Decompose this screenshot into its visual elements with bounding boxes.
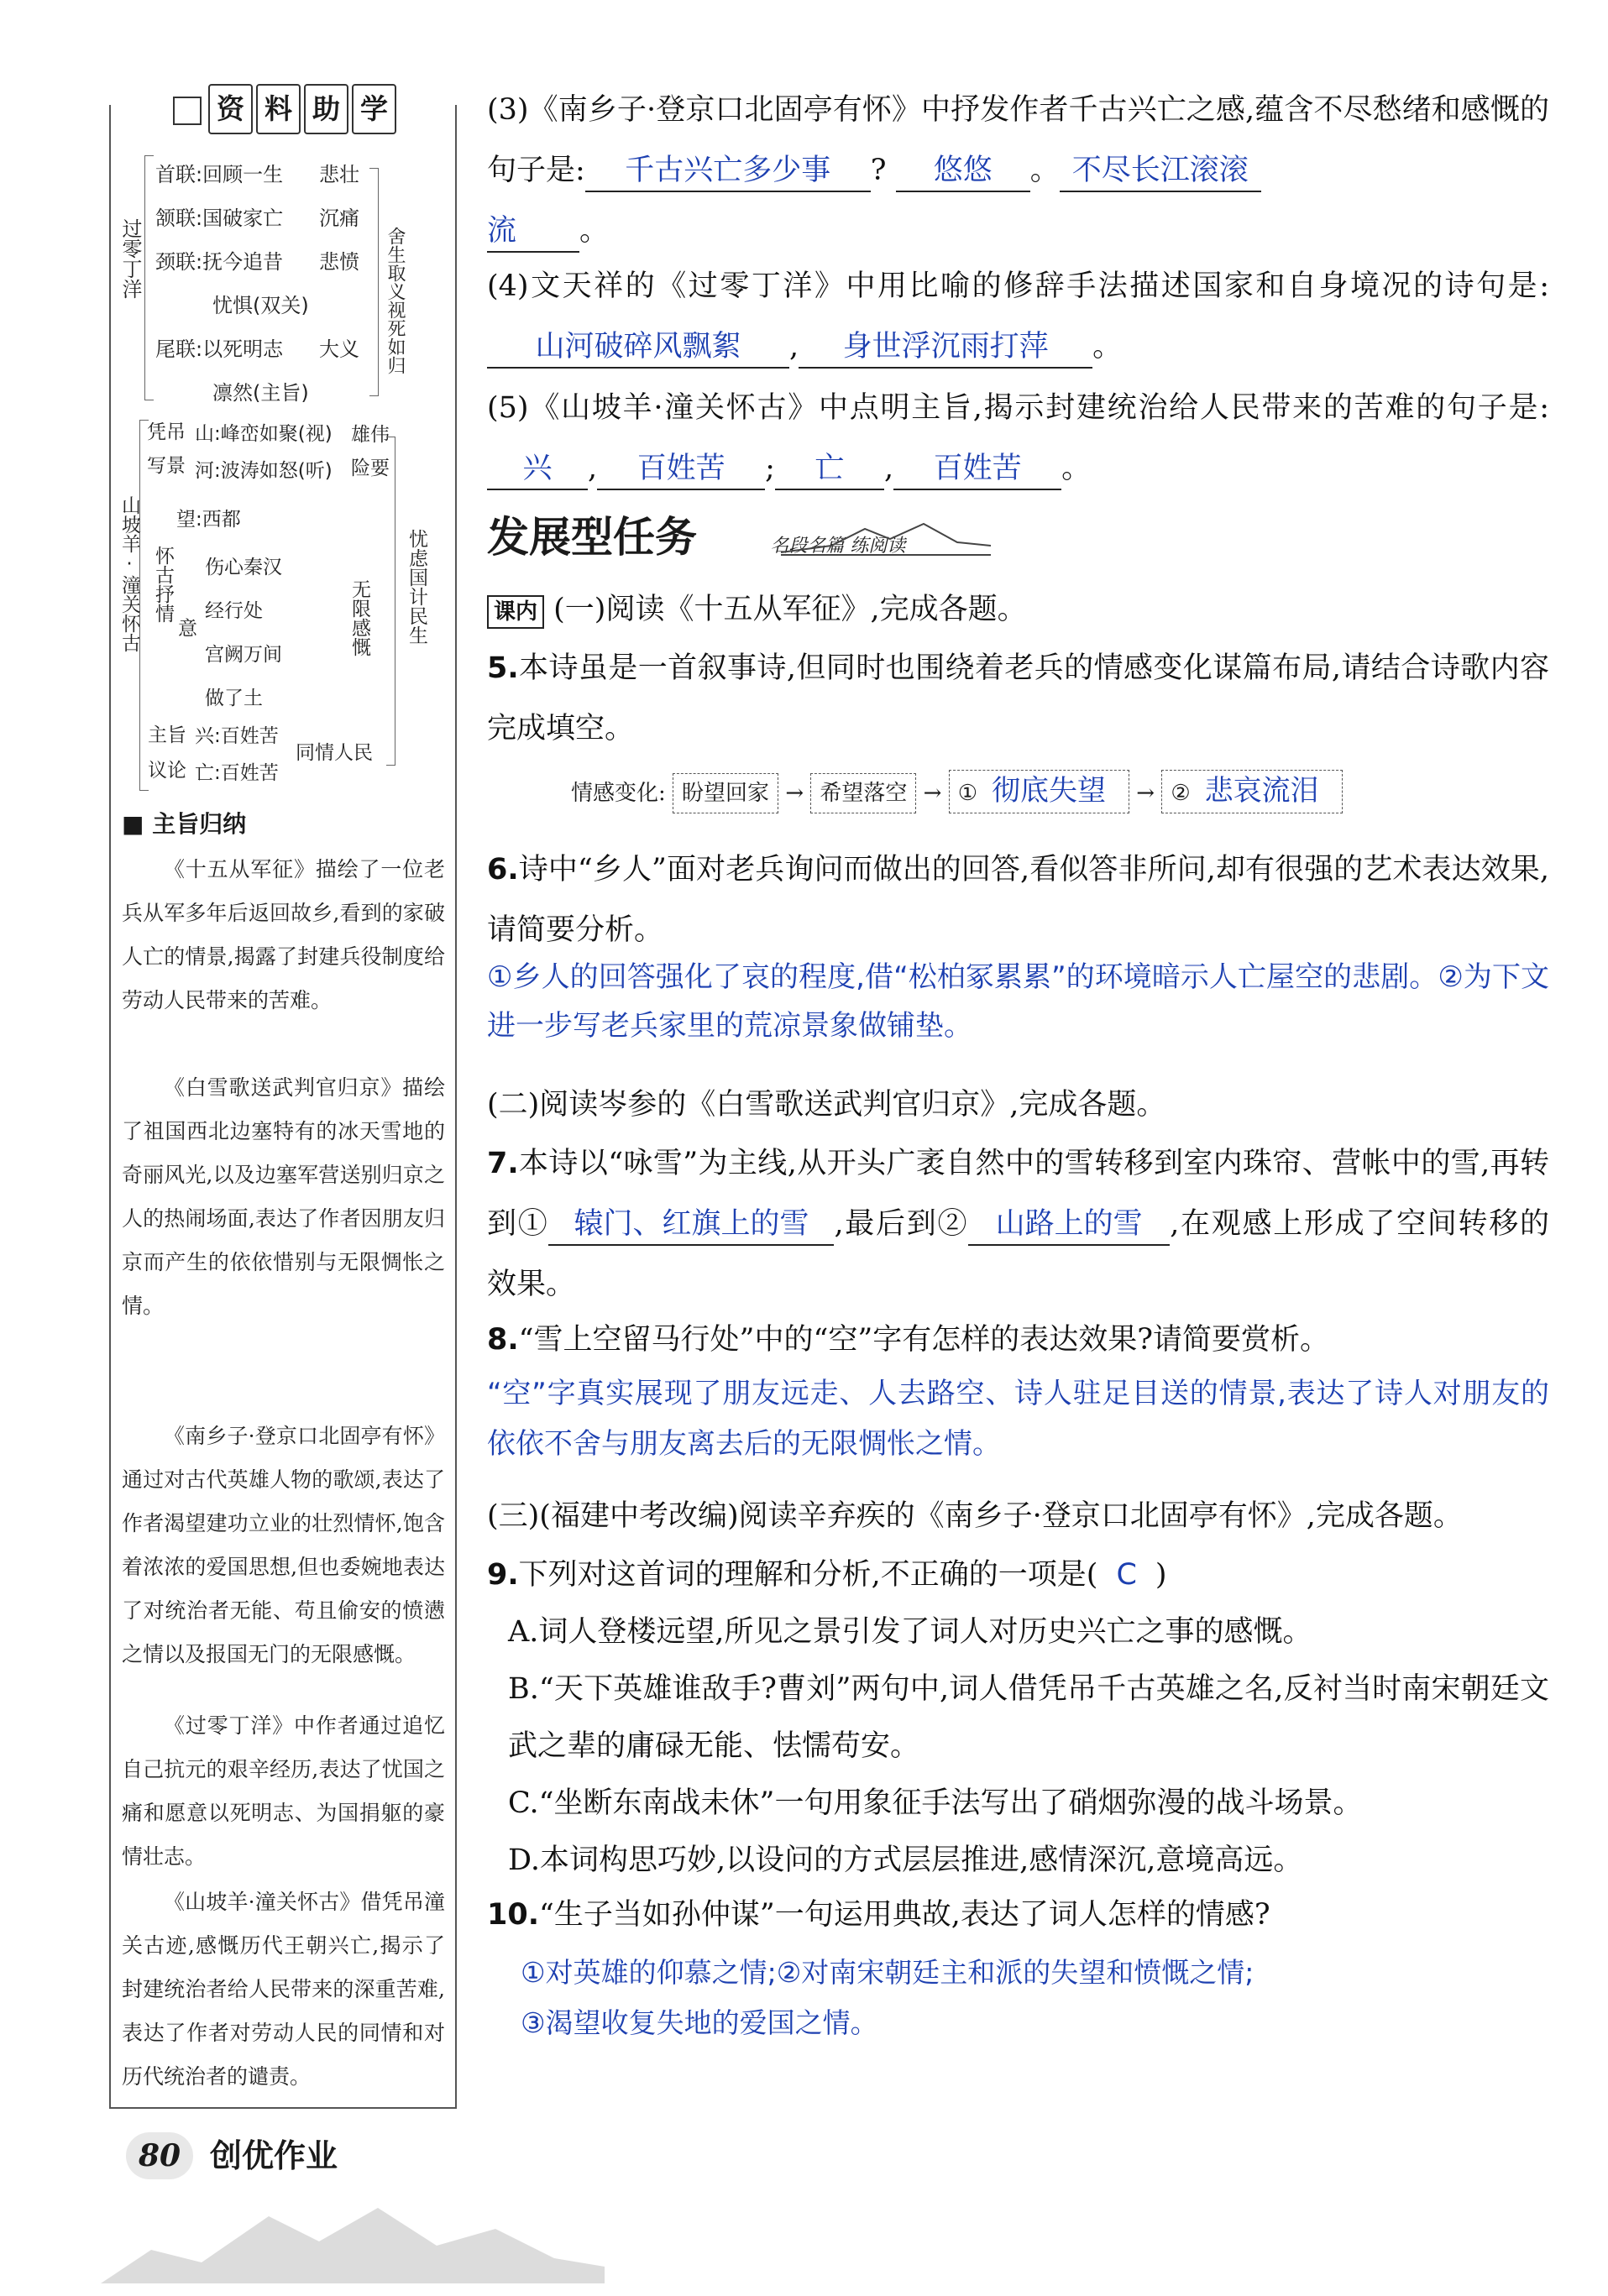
sidebar-title — [126, 84, 445, 131]
poem2-right: 忧虑国计民生 — [406, 529, 427, 645]
scene-label: 凭吊写景 — [147, 421, 186, 477]
couplet-label: 忧惧(双关) — [212, 294, 309, 317]
page-number: 80 — [126, 2132, 193, 2179]
mountain-icon — [781, 520, 991, 556]
summary-paragraph: 《山坡羊·潼关怀古》借凭吊潼关古迹,感慨历代王朝兴亡,揭示了封建统治者给人民带来的深重苦难,表达了作者对劳动人民的同情和对历代统治者的谴责。 — [122, 1890, 445, 2089]
yi-tag: 无限感慨 — [348, 579, 370, 656]
section-title: 发展型任务 — [487, 513, 697, 562]
option-d[interactable]: D.本词构思巧妙,以设问的方式层层推进,感情深沉,意境高远。 — [508, 1844, 1303, 1877]
q6-num: 6. — [487, 853, 519, 886]
scene-items — [195, 416, 333, 489]
q4-sep: , — [789, 330, 799, 363]
q6-answer[interactable]: ①乡人的回答强化了哀的程度,借“松柏冢累累”的环境暗示人亡屋空的悲剧。②为下文进一步写老兵家里的荒凉景象做铺垫。 — [487, 960, 1549, 1043]
emotion-flow — [571, 768, 1343, 819]
course-badge: 课内 — [487, 595, 544, 629]
question-3 — [487, 80, 1549, 261]
q5-text: (5)《山坡羊·潼关怀古》中点明主旨,揭示封建统治给人民带来的苦难的句子是: — [487, 391, 1549, 425]
q9-options — [508, 1603, 1549, 1889]
theme-item: 亡:百姓苦 — [195, 762, 279, 784]
title-char: 学 — [352, 84, 396, 134]
title-char: 资 — [208, 84, 253, 134]
poem1-brace — [144, 155, 154, 400]
q5-answer-1[interactable]: 兴 — [487, 448, 588, 490]
q8-answer[interactable]: “空”字真实展现了朋友远走、人去路空、诗人驻足目送的情景,表达了诗人对朋友的依依不舍与朋友离去后的无限惆怅之情。 — [487, 1377, 1549, 1461]
theme-tag: 同情人民 — [296, 742, 373, 764]
q3-answer-3b[interactable]: 流 — [487, 211, 579, 253]
title-char: 料 — [256, 84, 301, 134]
q3-answer-1[interactable]: 千古兴亡多少事 — [585, 150, 871, 192]
q6-text: 诗中“乡人”面对老兵询问而做出的回答,看似答非所问,却有很强的艺术表达效果,请简要分析。 — [487, 853, 1549, 947]
question-10 — [487, 1885, 1549, 1945]
q5-answer-4[interactable]: 百姓苦 — [893, 448, 1061, 490]
theme-label: 主旨议论 — [148, 724, 186, 782]
option-b[interactable]: B.“天下英雄谁敌手?曹刘”两句中,词人借凭吊千古英雄之名,反衬当时南宋朝廷文武之辈的庸碌无能、怯懦苟安。 — [508, 1672, 1549, 1763]
flow-answer-box-1 — [949, 770, 1129, 813]
q5-end: 。 — [1061, 452, 1092, 485]
q8-text: “雪上空留马行处”中的“空”字有怎样的表达效果?请简要赏析。 — [518, 1323, 1329, 1357]
q10-answer-line: ①对英雄的仰慕之情;②对南宋朝廷主和派的失望和愤慨之情; — [521, 1956, 1254, 1989]
section-subtitle: 名段名篇 练阅读 — [770, 536, 906, 557]
q5-answer-3[interactable]: 亡 — [775, 448, 884, 490]
poem1-right: 舍生取义视死如归 — [385, 227, 406, 374]
q4-answer-2[interactable]: 身世浮沉雨打萍 — [799, 327, 1092, 369]
q3-end: 。 — [579, 214, 610, 248]
flow-answer-box-2 — [1161, 770, 1342, 813]
theme-items — [195, 718, 279, 792]
q9-answer[interactable]: C — [1116, 1558, 1137, 1592]
q9-close: ) — [1155, 1558, 1167, 1592]
arrow-icon: → — [923, 781, 942, 806]
option-a[interactable]: A.词人登楼远望,所见之景引发了词人对历史兴亡之事的感慨。 — [508, 1615, 1312, 1649]
mountain-decoration-icon — [101, 2183, 605, 2283]
poem2-right-brace — [386, 437, 395, 766]
poem1-tags — [319, 153, 359, 371]
q5-answer-2[interactable]: 悲哀流泪 — [1204, 774, 1319, 808]
yi-items — [205, 546, 282, 720]
poem1-name: 过零丁洋 — [118, 218, 142, 299]
q10-num: 10. — [487, 1898, 540, 1932]
theme-item: 兴:百姓苦 — [195, 725, 279, 747]
q3-answer-2[interactable]: 悠悠 — [896, 150, 1030, 192]
q7-text: ,在观感上形成了空间转移的效果。 — [487, 1207, 1549, 1301]
scene-item: 河:波涛如怒(听) — [195, 460, 333, 482]
q7-answer-1[interactable]: 辕门、红旗上的雪 — [548, 1204, 834, 1246]
part-1-text: (一)阅读《十五从军征》,完成各题。 — [553, 593, 1027, 626]
couplet-label: 颈联:抚今追昔 — [155, 250, 284, 274]
couplet-label: 尾联:以死明志 — [155, 337, 284, 361]
question-5 — [487, 638, 1549, 759]
flow-step: 希望落空 — [810, 773, 916, 813]
q5-text: 本诗虽是一首叙事诗,但同时也围绕着老兵的情感变化谋篇布局,请结合诗歌内容完成填空。 — [487, 651, 1549, 745]
wang-label: 望:西都 — [176, 509, 241, 531]
couplet-tag: 大义 — [319, 337, 359, 361]
q4-end: 。 — [1092, 330, 1123, 363]
part-3-heading: (三)(福建中考改编)阅读辛弃疾的《南乡子·登京口北固亭有怀》,完成各题。 — [487, 1499, 1463, 1533]
reflect-label: 怀古抒情 — [152, 546, 174, 623]
q3-sep: ? — [870, 154, 887, 187]
question-9 — [487, 1545, 1549, 1605]
q3-answer-3[interactable]: 不尽长江滚滚 — [1060, 150, 1261, 192]
poem1-right-brace — [369, 168, 379, 396]
q7-text: ,最后到② — [834, 1207, 969, 1241]
q10-text: “生子当如孙仲谋”一句运用典故,表达了词人怎样的情感? — [539, 1898, 1270, 1932]
poem1-couplets — [155, 153, 309, 415]
couplet-label: 颔联:国破家亡 — [155, 207, 284, 230]
yi-item: 经行处 — [205, 600, 263, 622]
q10-answer[interactable] — [521, 1948, 1549, 2048]
yi-item: 做了土 — [205, 688, 263, 709]
brand-name: 创优作业 — [210, 2137, 338, 2174]
part-1-heading — [487, 579, 1549, 640]
yi-item: 伤心秦汉 — [205, 557, 282, 578]
q5-sep: , — [883, 452, 894, 485]
scene-tag: 雄伟险要 — [351, 424, 390, 479]
q9-num: 9. — [487, 1558, 519, 1592]
q7-text: 本诗以“咏雪”为主线,从开头广袤自然中的雪转移到室内珠帘、营帐中的雪,再转到① — [487, 1147, 1549, 1241]
theme-heading-text: 主旨归纳 — [152, 810, 247, 838]
theme-heading: ■ 主旨归纳 — [122, 810, 247, 838]
poem2-name: 山坡羊·潼关怀古 — [118, 495, 140, 652]
q5-answer-1[interactable]: 彻底失望 — [992, 774, 1107, 808]
q3-sep: 。 — [1029, 154, 1060, 187]
q7-num: 7. — [487, 1147, 519, 1180]
summary-paragraph: 《十五从军征》描绘了一位老兵从军多年后返回故乡,看到的家破人亡的情景,揭露了封建兵役制度给劳动人民带来的苦难。 — [122, 857, 445, 1012]
arrow-icon: → — [1136, 781, 1155, 806]
arrow-icon: → — [785, 781, 804, 806]
couplet-tag: 悲愤 — [319, 250, 359, 274]
q3-text: (3)《南乡子·登京口北固亭有怀》中抒发作者千古兴亡之感,蕴含不尽愁绪和感慨的句子是: — [487, 93, 1549, 187]
title-char: 助 — [304, 84, 348, 134]
question-5-fill — [487, 378, 1549, 499]
flow-step: 盼望回家 — [673, 773, 778, 813]
scene-item: 山:峰峦如聚(视) — [195, 423, 333, 445]
q10-answer-line: ③渴望收复失地的爱国之情。 — [521, 2006, 878, 2039]
question-7 — [487, 1133, 1549, 1315]
q7-answer-2[interactable]: 山路上的雪 — [968, 1204, 1170, 1246]
q8-num: 8. — [487, 1323, 519, 1357]
q5-sep: , — [588, 452, 598, 485]
q5-num: 5. — [487, 651, 519, 685]
book-icon — [173, 97, 202, 125]
q5-answer-2[interactable]: 百姓苦 — [597, 448, 765, 490]
question-8 — [487, 1310, 1549, 1370]
question-4 — [487, 256, 1549, 377]
yi-item: 宫阙万间 — [205, 644, 282, 666]
summary-paragraph: 《白雪歌送武判官归京》描绘了祖国西北边塞特有的冰天雪地的奇丽风光,以及边塞军营送别归京之人的热闹场面,表达了作者因朋友归京而产生的依依惜别与无限惆怅之情。 — [122, 1075, 445, 1318]
couplet-tag: 沉痛 — [319, 207, 359, 230]
summary-paragraph: 《过零丁洋》中作者通过追忆自己抗元的艰辛经历,表达了忧国之痛和愿意以死明志、为国捐躯的豪情壮志。 — [122, 1713, 445, 1869]
flow-label: 情感变化: — [571, 781, 666, 806]
part-2-heading: (二)阅读岑参的《白雪歌送武判官归京》,完成各题。 — [487, 1088, 1166, 1122]
question-6 — [487, 839, 1549, 960]
option-c[interactable]: C.“坐断东南战未休”一句用象征手法写出了硝烟弥漫的战斗场景。 — [508, 1786, 1363, 1820]
q5-sep: ; — [765, 452, 775, 485]
q4-text: (4)文天祥的《过零丁洋》中用比喻的修辞手法描述国家和自身境况的诗句是: — [487, 269, 1549, 303]
yi-label: 意 — [178, 618, 197, 640]
circle-number: ② — [1171, 781, 1191, 806]
summary-paragraph: 《南乡子·登京口北固亭有怀》通过对古代英雄人物的歌颂,表达了作者渴望建功立业的壮烈情怀,饱含着浓浓的爱国思想,但也委婉地表达了对统治者无能、苟且偷安的愤懑之情以及报国无门的无限感慨。 — [122, 1424, 445, 1666]
couplet-label: 凛然(主旨) — [212, 381, 309, 405]
circle-number: ① — [957, 781, 978, 806]
q4-answer-1[interactable]: 山河破碎风飘絮 — [487, 327, 789, 369]
couplet-tag: 悲壮 — [319, 163, 359, 186]
q9-text: 下列对这首词的理解和分析,不正确的一项是( — [518, 1558, 1098, 1592]
couplet-label: 首联:回顾一生 — [155, 163, 284, 186]
